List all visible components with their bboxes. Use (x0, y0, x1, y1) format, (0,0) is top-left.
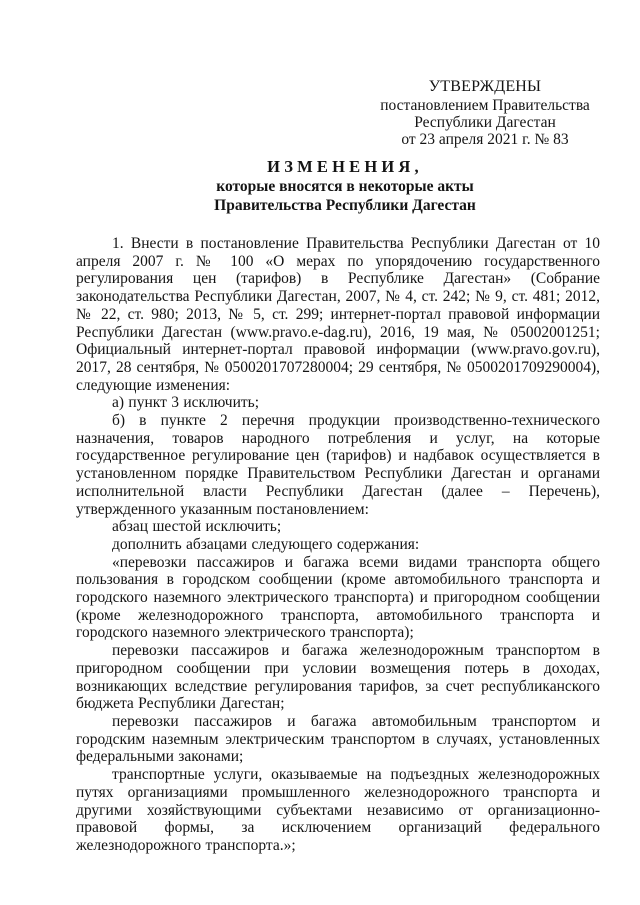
title-line-2: которые вносятся в некоторые акты (216, 178, 474, 195)
title-main: ИЗМЕНЕНИЯ, (267, 157, 423, 176)
approval-line-2: Республики Дагестан (414, 114, 556, 131)
paragraph-remove-sixth: абзац шестой исключить; (112, 518, 282, 536)
approval-line-1: постановлением Правительства (380, 97, 590, 114)
paragraph-add-intro: дополнить абзацами следующего содержания: (112, 535, 420, 553)
approval-heading: УТВЕРЖДЕНЫ (428, 78, 542, 95)
paragraph-quote-2: перевозки пассажиров и багажа железнодорожным транспортом в пригородном сообщении при условии возмещения потерь в доходах, возникающих вследствие регулирования тарифов, за счет республиканского бюджета Республики Дагестан; (76, 642, 600, 713)
title-line-3: Правительства Республики Дагестан (214, 196, 476, 214)
document-body (76, 235, 600, 855)
paragraph-subitem-a: а) пункт 3 исключить; (112, 394, 260, 412)
approval-line-3: от 23 апреля 2021 г. № 83 (401, 131, 569, 148)
document-title (80, 157, 610, 215)
paragraph-quote-1: «перевозки пассажиров и багажа всеми видами транспорта общего пользования в городском сообщении (кроме автомобильного транспорта и городского наземного электрического транспорта) и пригородном сообщении (кроме железнодорожного транспорта, автомобильного транспорта и городского наземного электрического транспорта); (76, 553, 600, 642)
approval-stamp (370, 78, 600, 148)
paragraph-quote-4: транспортные услуги, оказываемые на подъездных железнодорожных путях организациями промышленного железнодорожного транспорта и другими хозяйствующими субъектами независимо от организационно-правовой формы, за исключением организаций федерального железнодорожного транспорта.»; (76, 766, 600, 854)
paragraph-subitem-b: б) в пункте 2 перечня продукции производственно-технического назначения, товаров народного потребления и услуг, на которые государственное регулирование цен (тарифов) и надбавок осуществляется в установленном порядке Правительством Республики Дагестан и органами исполнительной власти Республики Дагестан (далее – Перечень), утвержденного указанным постановлением: (76, 412, 600, 518)
paragraph-item-1: 1. Внести в постановление Правительства Республики Дагестан от 10 апреля 2007 г. № 100 «О мерах по упорядочению государственного регулирования цен (тарифов) в Республике Дагестан» (Собрание законодательства Республики Дагестан, 2007, № 4, ст. 242; № 9, ст. 481; 2012, № 22, ст. 980; 2013, № 5, ст. 299; интернет-портал правовой информации Республики Дагестан (www.pravo.e-dag.ru), 2016, 19 мая, № 05002001251; Официальный интернет-портал правовой информации (www.pravo.gov.ru), 2017, 28 сентября, № 0500201707280004; 29 сентября, № 0500201709290004), следующие изменения: (76, 235, 600, 394)
paragraph-quote-3: перевозки пассажиров и багажа автомобильным транспортом и городским наземным электрическим транспортом в случаях, установленных федеральными законами; (76, 712, 600, 766)
